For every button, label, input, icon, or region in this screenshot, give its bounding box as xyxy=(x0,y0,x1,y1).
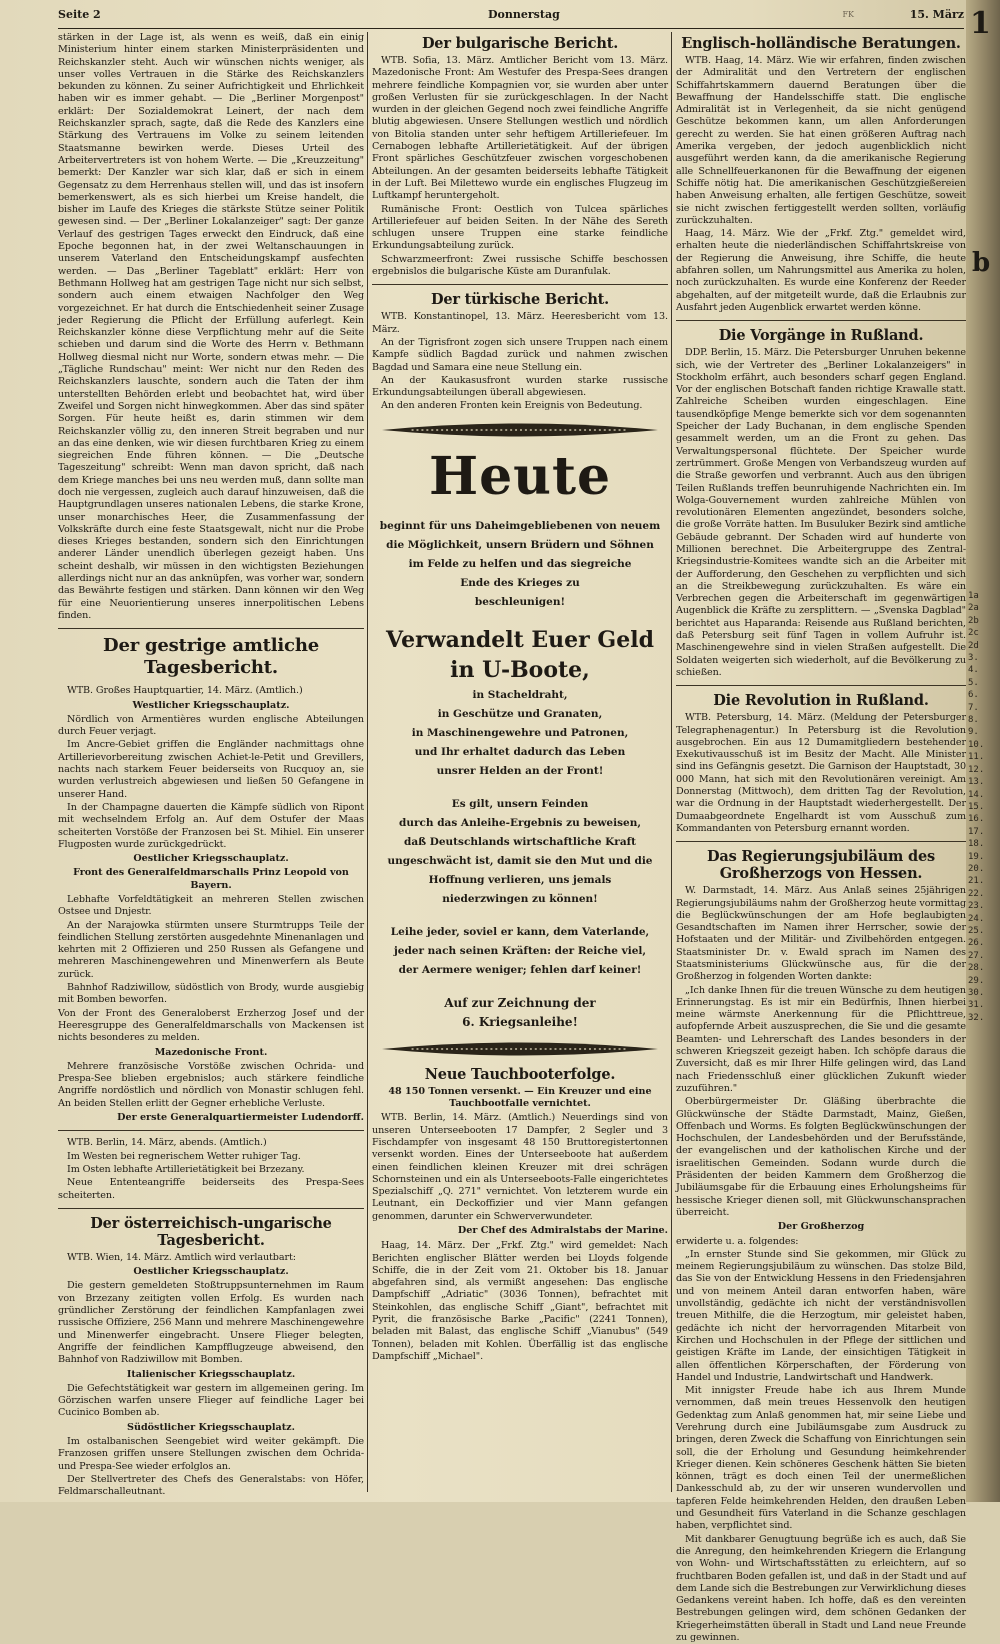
subheadline: Der Großherzog xyxy=(777,1221,865,1233)
adjacent-page-number: 22. xyxy=(968,888,985,899)
column-rule-2 xyxy=(671,32,672,1492)
paragraph: Die Gefechtstätigkeit war gestern im allgemeinen gering. Im Görzischen warfen unsere Flieger auf feindliche Lager bei Cucinico Bomben ab. xyxy=(58,1382,364,1419)
paragraph: W. Darmstadt, 14. März. Aus Anlaß seines 25jährigen Regierungsjubiläums nahm der Großherzog heute vormittag die Beglückwünschungen der am Hofe beglaubigten Gesandtschaften im Namen ihrer Herrscher, sowie der Hofstaaten und der Militär- und Zivilbehörden entgegen. Staatsminister Dr. v. Ewald sprach im Namen des Staatsministeriums Glückwünsche aus, für die der Großherzog in folgenden Worten dankte: xyxy=(676,885,966,983)
adjacent-page-number: 29. xyxy=(968,975,985,986)
ad-line: 6. Kriegsanleihe! xyxy=(462,1014,578,1029)
ad-line: der Aermere weniger; fehlen darf keiner! xyxy=(398,963,642,976)
paragraph: An den anderen Fronten kein Ereignis von Bedeutung. xyxy=(381,400,643,412)
adjacent-page-number: 4. xyxy=(968,665,979,676)
paragraph: Rumänische Front: Oestlich von Tulcea spärliches Artilleriefeuer auf beiden Seiten. In der Nähe des Sereth schlugen unsere Truppen eine starke feindliche Erkundungsabteilung zurück. xyxy=(372,203,668,252)
adjacent-page-number: 2b xyxy=(968,615,979,626)
paragraph: In der Champagne dauerten die Kämpfe südlich von Ripont mit wechselndem Erfolg an. Auf dem Ostufer der Maas scheiterten Vorstöße der Franzosen bei St. Mihiel. Ein unserer Flugposten wurde zurückgedrückt. xyxy=(58,801,364,850)
signature: Der Chef des Admiralstabs der Marine. xyxy=(457,1224,668,1236)
adjacent-page-number: 7. xyxy=(968,702,979,713)
adjacent-page-number: 3. xyxy=(968,653,979,664)
paragraph: WTB. Petersburg, 14. März. (Meldung der Petersburger Telegraphenagentur.) In Petersburg ist die Revolution ausgebrochen. Ein aus 12 Dumamitgliedern bestehender Exekutivausschuß ist im Besitz der Macht. Alle Minister sind ins Gefängnis gesetzt. Die Garnison der Hauptstadt, 30 000 Mann, hat sich mit den Revolutionären vereinigt. Am Donnerstag (Mittwoch), dem dritten Tag der Revolution, war die Ordnung in der Hauptstadt wiederhergestellt. Der Dumaabgeordnete Engelhardt ist vom Ausschuß zum Kommandanten von Petersburg ernannt worden. xyxy=(676,712,966,834)
adjacent-page-number: 31. xyxy=(968,1000,985,1011)
divider xyxy=(58,1130,364,1131)
paragraph: Mehrere französische Vorstöße zwischen Ochrida- und Prespa-See blieben ergebnislos; auch stärkere feindliche Angriffe nordöstlich und nördlich von Monastir schlugen fehl. An beiden Stellen erlitt der Gegner erhebliche Verluste. xyxy=(58,1060,364,1109)
adjacent-page-number: 15. xyxy=(968,801,985,812)
section-head-west: Westlicher Kriegsschauplatz. xyxy=(132,699,290,711)
adjacent-page-number: 10. xyxy=(968,739,985,750)
ad-line: ungeschwächt ist, damit sie den Mut und die xyxy=(387,854,653,867)
divider xyxy=(58,1208,364,1209)
paragraph: Mit dankbarer Genugtuung begrüße ich es auch, daß Sie die Anregung, den heimkehrenden Kriegern die Erlangung von Wohn- und Wirtschaftsstätten zu erleichtern, auf so fruchtbaren Boden gefallen ist, und daß in der Stadt und auf dem Lande sich die Bestrebungen zur Verwirklichung dieses Gedankens vereint haben. Ich hoffe, daß es den vereinten Bestrebungen gelingen wird, dem schönen Gedanken der Kriegerheimstätten überall in Stadt und Land neue Freunde zu gewinnen. xyxy=(676,1533,966,1644)
adjacent-page-number: 11. xyxy=(968,752,985,763)
divider xyxy=(676,320,966,321)
headline-tagesbericht: Der gestrige amtliche Tagesbericht. xyxy=(103,635,319,679)
paragraph: Im Osten lebhafte Artillerietätigkeit bei Brzezany. xyxy=(67,1163,305,1175)
ad-line: jeder nach seinen Kräften: der Reiche viel, xyxy=(393,944,647,957)
section-head: Oestlicher Kriegsschauplatz. xyxy=(133,1266,289,1278)
column-rule-1 xyxy=(367,32,368,1492)
paragraph: An der Tigrisfront zogen sich unsere Truppen nach einem Kampfe südlich Bagdad zurück und nahmen zwischen Bagdad und Samara eine neue Stellung ein. xyxy=(372,336,668,373)
adjacent-page-number: 2c xyxy=(968,628,979,639)
ad-headline: in U-Boote, xyxy=(450,656,590,683)
adjacent-page-number: 32. xyxy=(968,1012,985,1023)
divider xyxy=(676,685,966,686)
ad-line: beginnt für uns Daheimgebliebenen von neuem xyxy=(379,519,661,532)
ad-line: in Geschütze und Granaten, xyxy=(437,707,603,720)
ad-line: niederzwingen zu können! xyxy=(442,892,598,905)
paragraph: WTB. Sofia, 13. März. Amtlicher Bericht vom 13. März. Mazedonische Front: Am Westufer des Prespa-Sees drangen mehrere feindliche Kompagnien vor, sie wurden aber unter großen Verlusten für sie zurückgeschlagen. In der Nacht wurden in der gleichen Gegend noch zwei feindliche Angriffe blutig abgewiesen. Unsere Stellungen westlich und nördlich von Bitolia standen unter sehr heftigem Artilleriefeuer. Im Cernabogen lebhafte Artillerietätigkeit. Auf der übrigen Front spärliches Geschützfeuer zwischen vorgeschobenen Abteilungen. An der gesamten beiderseits lebhafte Tätigkeit in der Luft. Bei Milettewo wurde ein englisches Flugzeug im Luftkampf heruntergeholt. xyxy=(372,55,668,202)
issue-date: 15. März xyxy=(909,8,964,21)
ad-line: Auf zur Zeichnung der xyxy=(444,995,596,1010)
ornament-divider xyxy=(382,419,658,441)
signature: Der Stellvertreter des Chefs des Generalstabs: von Höfer, Feldmarschalleutnant. xyxy=(58,1473,364,1498)
ad-title: Heute xyxy=(428,445,612,507)
war-bond-advertisement xyxy=(372,419,668,1060)
weekday: Donnerstag xyxy=(488,8,560,21)
divider xyxy=(372,284,668,285)
ad-line: Leihe jeder, soviel er kann, dem Vaterlande, xyxy=(390,925,650,938)
paragraph: Nördlich von Armentières wurden englische Abteilungen durch Feuer verjagt. xyxy=(58,713,364,738)
paragraph: Im ostalbanischen Seengebiet wird weiter gekämpft. Die Franzosen griffen unsere Stellungen zwischen dem Ochrida- und Prespa-See wieder erfolglos an. xyxy=(58,1435,364,1472)
section-head: Italienischer Kriegsschauplatz. xyxy=(126,1368,296,1380)
adjacent-page-number: 16. xyxy=(968,814,985,825)
page-number: Seite 2 xyxy=(58,8,101,21)
adjacent-page-number: 18. xyxy=(968,839,985,850)
paragraph: DDP. Berlin, 15. März. Die Petersburger Unruhen bekenne sich, wie der Vertreter des „Berliner Lokalanzeigers" in Stockholm erfährt, auch besonders scharf gegen England. Vor der englischen Botschaft fanden richtige Krawalle statt. Zahlreiche Scheiben wurden eingeschlagen. Eine tausendköpfige Menge bemerkte sich vor dem sogenannten Speicher der Lady Buchanan, in dem englische Spenden gesammelt werden, um an die Front zu gehen. Das Verwaltungspersonal flüchtete. Der Speicher wurde zertrümmert. Große Mengen von Verbandszeug wurden auf die Straße geworfen und verbrannt. Auch aus den übrigen Teilen Rußlands treffen beunruhigende Nachrichten ein. Im Wolga-Gouvernement wurden zahlreiche Mühlen von revolutionären Elementen angezündet, besonders solche, die große Vorräte hatten. Im Busuluker Bezirk sind amtliche Gebäude gebrannt. Der Schaden wird auf hunderte von Millionen berechnet. Die Arbeitergruppe des Zentral-Kriegsindustrie-Komitees wandte sich an die Arbeiter mit der Aufforderung, den Geschehen zu verpflichten und sich an die Streikbewegung zurückzuhalten. Es wäre ein Verbrechen gegen die Arbeiterschaft im gegenwärtigen Augenblick die Kräfte zu zersplittern. — „Svenska Dagblad" berichtet aus Haparanda: Reisende aus Rußland berichten, daß Petersburg seit fünf Tagen in vollem Aufruhr ist. Maschinengewehre sind in vielen Straßen aufgestellt. Die Soldaten weigerten sich wiederholt, auf die Bevölkerung zu schießen. xyxy=(676,347,966,678)
adjacent-page-number: 26. xyxy=(968,938,985,949)
adjacent-page-number: 13. xyxy=(968,777,985,788)
dateline: WTB. Großes Hauptquartier, 14. März. (Amtlich.) xyxy=(67,685,303,697)
column-1 xyxy=(58,32,364,1498)
headline-english-dutch: Englisch-holländische Beratungen. xyxy=(681,35,961,52)
dateline: WTB. Berlin, 14. März, abends. (Amtlich.) xyxy=(67,1137,267,1149)
adjacent-page-number: 14. xyxy=(968,789,985,800)
page-header xyxy=(58,6,964,29)
adjacent-page-number: 21. xyxy=(968,876,985,887)
binding-edge xyxy=(966,0,1000,1502)
adjacent-page-number: 12. xyxy=(968,764,985,775)
paragraph: Mit innigster Freude habe ich aus Ihrem Munde vernommen, daß mein treues Hessenvolk den heutigen Gedenktag zum Anlaß genommen hat, mir seine Liebe und Verehrung durch eine Jubiläumsgabe zum Ausdruck zu bringen, deren Zweck die Schaffung von Einrichtungen sein soll, die der Erholung und Gesundung heimkehrender Krieger dienen. Kein schöneres Geschenk hätten Sie bieten können, trägt es doch einen Teil der unermeßlichen Dankesschuld ab, zu der wir unseren wundervollen und tapferen Felde heimkehrenden Helden, den draußen Leben und Gesundheit fürs Vaterland in die Schanze geschlagen haben, verpflichtet sind. xyxy=(676,1385,966,1532)
dateline: WTB. Wien, 14. März. Amtlich wird verlautbart: xyxy=(67,1251,296,1263)
section-head-macedonia: Mazedonische Front. xyxy=(154,1046,268,1058)
paragraph: WTB. Haag, 14. März. Wie wir erfahren, finden zwischen der Admiralität und den Vertretern der englischen Schiffahrtskammern dauernd Beratungen über die Bewaffnung der Handelsschiffe statt. Die englische Admiralität ist in Verlegenheit, da sie nicht genügend Geschütze bekommen kann, um allen Anforderungen gerecht zu werden. Sie hat einen größeren Auftrag nach Amerika vergeben, der jedoch augenblicklich nicht ausgeführt werden kann, da die amerikanische Regierung alle Schnellfeuerkanonen für die Bewaffnung der eigenen Schiffe nötig hat. Die amerikanischen Geschützgießereien haben Anweisung erhalten, alle fertigen Geschütze, soweit sie nicht zwischen fertiggestellt werden sollten, vorläufig zurückzuhalten. xyxy=(676,55,966,226)
adjacent-page-number: 27. xyxy=(968,950,985,961)
adjacent-page-number: 6. xyxy=(968,690,979,701)
adjacent-page-number: 8. xyxy=(968,715,979,726)
dateline: WTB. Konstantinopel, 13. März. Heeresbericht vom 13. März. xyxy=(372,311,668,335)
adjacent-page-number: 20. xyxy=(968,863,985,874)
headline-turkish: Der türkische Bericht. xyxy=(430,291,610,309)
paragraph: Schwarzmeerfront: Zwei russische Schiffe beschossen ergebnislos die bulgarische Küste am Duranfulak. xyxy=(372,253,668,278)
adjacent-page-number: 23. xyxy=(968,901,985,912)
headline-revolution: Die Revolution in Rußland. xyxy=(713,692,929,710)
divider xyxy=(58,628,364,629)
ad-line: Hoffnung verlieren, uns jemals xyxy=(428,873,612,886)
adjacent-page-number: 2d xyxy=(968,640,979,651)
headline-austro-hungarian: Der österreichisch-ungarische Tagesbericht. xyxy=(90,1214,332,1249)
adjacent-page-number: 28. xyxy=(968,963,985,974)
adjacent-page-number: 1a xyxy=(968,591,979,601)
paragraph: Haag, 14. März. Der „Frkf. Ztg." wird gemeldet: Nach Berichten englischer Blätter werden bei Lloyds folgende Schiffe, die in der Zeit vom 21. Oktober bis 18. Januar abgefahren sind, als vermißt angesehen: Das englische Dampfschiff „Adriatic" (3036 Tonnen), befrachtet mit Steinkohlen, das englische Schiff „Giant", befrachtet mit Pyrit, die französische Barke „Pacific" (2241 Tonnen), beladen mit Balast, das englische Schiff „Vianubus" (549 Tonnen), beladen mit Kohlen. Überfällig ist das englische Dampfschiff „Michael". xyxy=(372,1240,668,1362)
section-head: Südöstlicher Kriegsschauplatz. xyxy=(127,1421,295,1433)
ad-line: unsrer Helden an der Front! xyxy=(436,764,604,777)
adjacent-page-number: 24. xyxy=(968,913,985,924)
paragraph: An der Kaukasusfront wurden starke russische Erkundungsabteilungen überall abgewiesen. xyxy=(372,374,668,399)
paragraph: An der Narajowka stürmten unsere Sturmtrupps Teile der feindlichen Stellung zerstörten ausgedehnte Minenanlagen und kehrten mit 2 Offizieren und 250 Russen als Gefangene und mehreren Maschinengewehren und Minenwerfern als Beute zurück. xyxy=(58,919,364,980)
adjacent-page-number: 2a xyxy=(968,603,979,614)
ad-line: in Stacheldraht, xyxy=(472,688,568,701)
ad-line: im Felde zu helfen und das siegreiche xyxy=(408,557,632,570)
paragraph: Im Ancre-Gebiet griffen die Engländer nachmittags ohne Artillerievorbereitung zwischen Achiet-le-Petit und Grevillers, nachts nach starkem Feuer beiderseits von Rucquoy an, sie wurden verlustreich abgewiesen und ließen 50 Gefangene in unserer Hand. xyxy=(58,739,364,800)
adjacent-page-number: 9. xyxy=(968,727,979,738)
signature: Der erste Generalquartiermeister Ludendorff. xyxy=(117,1112,364,1124)
ad-line: Ende des Krieges zu xyxy=(460,576,580,589)
column-2 xyxy=(372,32,668,1492)
subheadline: 48 150 Tonnen versenkt. — Ein Kreuzer und eine Tauchbootfalle vernichtet. xyxy=(388,1085,652,1110)
adjacent-page-number: 30. xyxy=(968,988,985,998)
paragraph: Bahnhof Radziwillow, südöstlich von Brody, wurde ausgiebig mit Bomben beworfen. xyxy=(58,982,364,1006)
ad-line: durch das Anleihe-Ergebnis zu beweisen, xyxy=(399,816,641,829)
adjacent-page-letter: b xyxy=(972,248,991,278)
paragraph: WTB. Berlin, 14. März. (Amtlich.) Neuerdings sind von unseren Unterseebooten 17 Dampfer, 2 Segler und 3 Fischdampfer von insgesamt 48 150 Bruttoregistertonnen versenkt worden. Eines der Unterseeboote hat außerdem einen feindlichen kleinen Kreuzer mit drei schrägen Schornsteinen und ein als Unterseeboots-Falle eingerichtetes Spezialschiff „Q. 271" vernichtet. Von letzterem wurde ein Leutnant, ein Deckoffizier und vier Mann gefangen genommen, darunter ein Schwerverwundeter. xyxy=(372,1112,668,1222)
paragraph: Haag, 14. März. Wie der „Frkf. Ztg." gemeldet wird, erhalten heute die niederländischen Schiffahrtskreise von der Regierung die Anweisung, ihre Schiffe, die heute abfahren sollen, um Nahrungsmittel aus Amerika zu holen, noch zurückzuhalten. Es wurde eine Konferenz der Reeder abgehalten, auf der mitgeteilt wurde, daß die Erlaubnis zur Ausfahrt jeden Augenblick erwartet werden könne. xyxy=(676,228,966,313)
paragraph: Die gestern gemeldeten Stoßtruppsunternehmen im Raum von Brzezany zeitigten vollen Erfolg. Es wurden nach gründlicher Zerstörung der feindlichen Kampfanlagen zwei russische Offiziere, 256 Mann und mehrere Maschinengewehre und Minenwerfer eingebracht. Unsere Flieger belegten, Angriffe der feindlichen Kampfflugzeuge abweisend, den Bahnhof von Radziwillow mit Bomben. xyxy=(58,1280,364,1366)
adjacent-page-number: 25. xyxy=(968,925,985,936)
ornament-divider xyxy=(382,1038,658,1060)
adjacent-page-number: 17. xyxy=(968,826,985,837)
adjacent-page-number: 5. xyxy=(968,677,979,688)
paragraph: „Ich danke Ihnen für die treuen Wünsche zu dem heutigen Erinnerungstag. Es ist mir ein Bedürfnis, Ihnen hierbei meine wärmste Anerkennung für die Pflichttreue, aufopfernde Arbeit auszusprechen, die Sie und die gesamte Beamten- und Lehrerschaft des Landes besonders in der schweren Kriegszeit gezeigt haben. Ich schöpfe daraus die Zuversicht, daß es mir Ihrer Hilfe gelingen wird, das Land nach Friedensschluß einer glücklichen Zukunft wieder zuzuführen." xyxy=(676,984,966,1094)
ad-line: daß Deutschlands wirtschaftliche Kraft xyxy=(403,835,636,848)
paragraph: Neue Ententeangriffe beiderseits des Prespa-Sees scheiterten. xyxy=(58,1177,364,1201)
front-head: Front des Generalfeldmarschalls Prinz Leopold von Bayern. xyxy=(73,867,349,891)
ad-line: Es gilt, unsern Feinden xyxy=(451,797,589,810)
headline-bulgarian: Der bulgarische Bericht. xyxy=(421,35,619,52)
headline-events-russia: Die Vorgänge in Rußland. xyxy=(718,327,924,345)
headline-jubilee: Das Regierungsjubiläum des Großherzogs von Hessen. xyxy=(707,848,935,883)
paragraph: Im Westen bei regnerischem Wetter ruhiger Tag. xyxy=(67,1150,301,1162)
section-head-east: Oestlicher Kriegsschauplatz. xyxy=(133,853,289,865)
front-note: Von der Front des Generaloberst Erzherzog Josef und der Heeresgruppe des Generalfeldmarschalls von Mackensen ist nichts besonderes zu melden. xyxy=(58,1007,364,1044)
headline-submarines: Neue Tauchbooterfolge. xyxy=(424,1065,616,1083)
divider xyxy=(676,841,966,842)
press-review: stärken in der Lage ist, als wenn es weiß, daß ein einig Ministerium hinter einem starken Ministerpräsidenten und Reichskanzler steht. Auch wir wünschen nichts weniger, als unser volles Vertrauen in die Stärke des Reichskanzlers bekunden zu können. Zu seiner Aufrichtigkeit und Ehrlichkeit haben wir es immer gehabt. — Die „Berliner Morgenpost" erklärt: Der Sozialdemokrat Leinert, der nach dem Reichskanzler sprach, sagte, daß die Rede des Kanzlers eine Stärkung des Vertrauens im Volke zu seinem leitenden Staatsmanne bewirken werde. Dieses Urteil des Arbeitervertreters ist von hohem Werte. — Die „Kreuzzeitung" bemerkt: Der Kanzler war sich klar, daß er sich in einem Gegensatz zu dem Herrenhaus stellen will, und das ist insofern bemerkenswert, als es sich hierbei um Kreise handelt, die bisher im Laufe des Krieges die stärkste Stütze seiner Politik gewesen sind. — Der „Berliner Lokalanzeiger" sagt: Der ganze Verlauf des gestrigen Tages erweckt den Eindruck, daß eine Epoche begonnen hat, in der zwei Weltanschauungen in unserem Vaterland den Entscheidungskampf ausfechten werden. — Das „Berliner Tageblatt" erklärt: Herr von Bethmann Hollweg hat am gestrigen Tage nicht nur sich selbst, sondern auch einem etwaigen Nachfolger den Weg vorgezeichnet. Er hat durch die Entschiedenheit seiner Zusage jeder Regierung die Pflicht der Erfüllung auferlegt. Kein Reichskanzler könne diese Verpflichtung mehr auf die Seite schieben und darum sind die Worte des Herrn v. Bethmann Hollweg diesmal nicht nur Worte, sondern etwas mehr. — Die „Tägliche Rundschau" meint: Wer nicht nur den Reden des Reichskanzlers lauschte, sondern auch die Taten der ihm unterstellten Behörden erlebt und beobachtet hat, wird über Zweifel und Sorgen nicht hinwegkommen. Aber das sind später Sorgen. Für heute heißt es, darin stimmen wir dem Reichskanzler völlig zu, den inneren Streit begraben und nur an das eine denken, wie wir diesen furchtbaren Krieg zu einem siegreichen Ende führen können. — Die „Deutsche Tageszeitung" schreibt: Wenn man davon spricht, daß nach dem Kriege manches bei uns neu werden muß, dann sollte man doch nie vergessen, zugleich auch darauf hinzuweisen, daß die Hauptgrundlagen unseres nationalen Lebens, die starke Krone, unser monarchisches Heer, die Zusammenfassung der Volkskräfte durch eine feste Staatsgewalt, nicht nur die Probe dieses Krieges bestanden, sondern sich den Einrichtungen anderer Länder unendlich überlegen gezeigt haben. Uns scheint deshalb, wir müssen in den wichtigsten Beziehungen allerdings nicht nur an das anknüpfen, was vorher war, sondern das Bewährte festigen und stärken. Dann können wir den Weg für eine Neuorientierung unseres innerpolitischen Lebens finden. xyxy=(58,32,364,621)
paragraph: erwiderte u. a. folgendes: xyxy=(676,1235,799,1247)
ad-line: in Maschinengewehre und Patronen, xyxy=(411,726,629,739)
ad-line: beschleunigen! xyxy=(474,595,566,608)
ad-line: und Ihr erhaltet dadurch das Leben xyxy=(414,745,626,758)
column-3 xyxy=(676,32,966,1644)
paragraph: „In ernster Stunde sind Sie gekommen, mir Glück zu meinem Regierungsjubiläum zu wünschen. Das stolze Bild, das Sie von der Entwicklung Hessens in den Friedensjahren und von meinem Anteil daran entworfen haben, wäre unvollständig, gedächte ich nicht der verständnisvollen treuen Mithilfe, die die Herzogtum, mir geleistet haben, gedächte ich nicht der hervorragenden Mitarbeit von Kirchen und Hochschulen in der Pflege der sittlichen und geistigen Kräfte im Lande, der einsichtigen Tätigkeit in allen öffentlichen Körperschaften, der Förderung von Handel und Industrie, Landwirtschaft und Handwerk. xyxy=(676,1248,966,1383)
adjacent-page-list xyxy=(968,590,984,1024)
ad-headline: Verwandelt Euer Geld xyxy=(386,626,654,653)
paragraph: Lebhafte Vorfeldtätigkeit an mehreren Stellen zwischen Ostsee und Dnjestr. xyxy=(58,894,364,918)
ad-line: die Möglichkeit, unsern Brüdern und Söhnen xyxy=(386,538,654,551)
adjacent-page-number: 19. xyxy=(968,851,985,862)
archive-stamp: FK xyxy=(842,10,854,19)
paragraph: Oberbürgermeister Dr. Gläßing überbrachte die Glückwünsche der Städte Darmstadt, Mainz, Gießen, Offenbach und Worms. Es folgten Beglückwünschungen der Hochschulen, der Landesbehörden und der Berufsstände, der evangelischen und der katholischen Kirche und der israelitischen Gemeinden. Sodann wurde durch die Präsidenten der beiden Kammern dem Großherzog die Jubiläumsgabe für die Erbauung eines Erholungsheims für hessische Krieger dienen soll, mit Glückwunschansprachen überreicht. xyxy=(676,1096,966,1218)
adjacent-page-glyph: 1 xyxy=(970,6,991,41)
